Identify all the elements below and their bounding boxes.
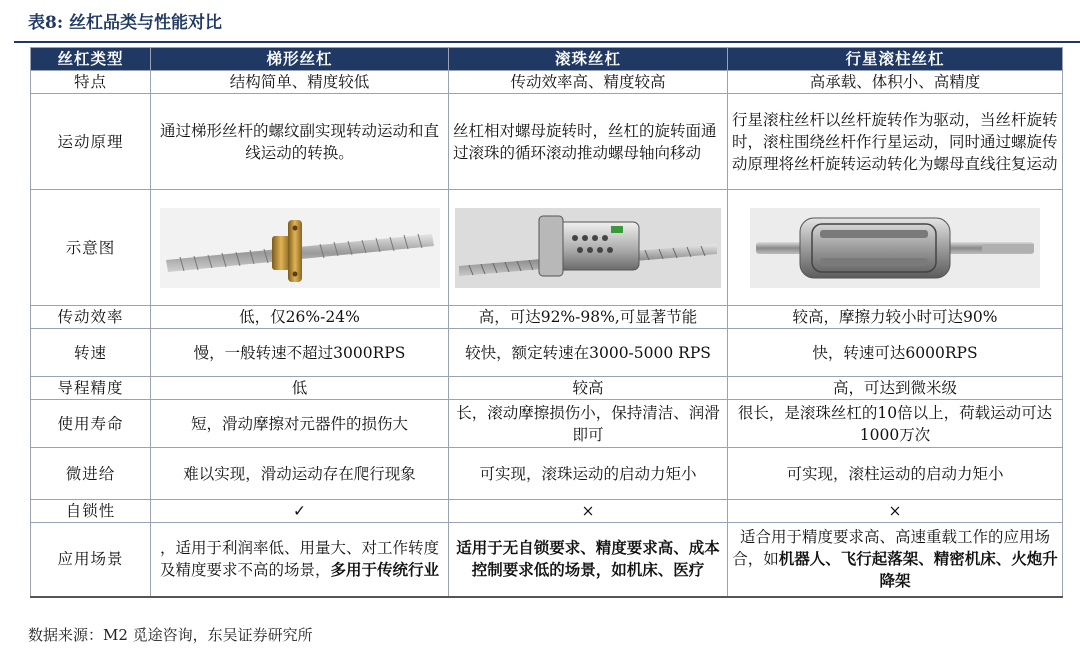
table-caption [28, 8, 222, 33]
cell-trapezoid: 低，仅26%-24% [151, 306, 449, 329]
cell-roller [728, 523, 1063, 597]
cell-roller: 快，转速可达6000RPS [728, 329, 1063, 377]
table-row [31, 329, 1063, 377]
cell-text: 适合用于精度要求高、高速重载工作的应用场合，如 [732, 528, 1050, 569]
header-row [31, 48, 1063, 71]
cell-text-bold: 多用于传统行业 [330, 560, 440, 580]
cell-trapezoid: 结构简单、精度较低 [151, 71, 449, 94]
table-row [31, 190, 1063, 306]
cell-ballscrew: 适用于无自锁要求、精度要求高、成本控制要求低的场景，如机床、医疗 [449, 523, 728, 597]
cell-trapezoid-image [151, 190, 449, 306]
cell-roller: 高承载、体积小、高精度 [728, 71, 1063, 94]
table-row [31, 94, 1063, 190]
row-label: 应用场景 [31, 523, 151, 597]
cell-text-bold: 机器人、飞行起落架、精密机床、火炮升降架 [778, 549, 1058, 591]
cell-trapezoid: 低 [151, 377, 449, 400]
caption-rule [14, 41, 1080, 43]
cell-roller: 较高，摩擦力较小时可达90% [728, 306, 1063, 329]
cell-trapezoid [151, 523, 449, 597]
comparison-table [30, 47, 1063, 598]
cell-trapezoid: 难以实现，滑动运动存在爬行现象 [151, 448, 449, 500]
cell-ballscrew: 高，可达92%-98%,可显著节能 [449, 306, 728, 329]
table-row [31, 500, 1063, 523]
cell-ballscrew: 丝杠相对螺母旋转时，丝杠的旋转面通过滚珠的循环滚动推动螺母轴向移动 [449, 94, 728, 190]
cell-roller: 可实现，滚柱运动的启动力矩小 [728, 448, 1063, 500]
ball-screw-image [455, 208, 721, 288]
cell-ballscrew-image [449, 190, 728, 306]
cell-ballscrew: 较快，额定转速在3000-5000 RPS [449, 329, 728, 377]
row-label: 使用寿命 [31, 400, 151, 448]
cell-text: ，适用于利润率低、用量大、对工作转度及精度要求不高的场景， [159, 539, 439, 580]
table-row [31, 400, 1063, 448]
caption-title: 丝杠品类与性能对比 [69, 13, 223, 33]
row-label: 转速 [31, 329, 151, 377]
row-label: 特点 [31, 71, 151, 94]
cell-roller: 行星滚柱丝杆以丝杆旋转作为驱动，当丝杆旋转时，滚柱围绕丝杆作行星运动，同时通过螺旋传动原理将丝杆旋转运动转化为螺母直线往复运动 [728, 94, 1063, 190]
cell-roller: 很长，是滚珠丝杠的10倍以上，荷载运动可达1000万次 [728, 400, 1063, 448]
table-row [31, 306, 1063, 329]
cell-roller-image [728, 190, 1063, 306]
table-row [31, 377, 1063, 400]
data-source: 数据来源：M2 觅途咨询，东吴证券研究所 [28, 626, 313, 644]
header-type: 丝杠类型 [31, 48, 151, 71]
header-ballscrew: 滚珠丝杠 [449, 48, 728, 71]
cell-trapezoid: 慢，一般转速不超过3000RPS [151, 329, 449, 377]
cell-ballscrew: 较高 [449, 377, 728, 400]
caption-label: 表8: [28, 13, 64, 33]
table-row [31, 448, 1063, 500]
row-label: 自锁性 [31, 500, 151, 523]
row-label: 微进给 [31, 448, 151, 500]
trapezoidal-screw-image [160, 208, 440, 288]
row-label: 传动效率 [31, 306, 151, 329]
roller-screw-image [750, 208, 1040, 288]
header-trapezoid: 梯形丝杠 [151, 48, 449, 71]
cell-roller: 高，可达到微米级 [728, 377, 1063, 400]
row-label: 导程精度 [31, 377, 151, 400]
cell-trapezoid: 短，滑动摩擦对元器件的损伤大 [151, 400, 449, 448]
table-row [31, 71, 1063, 94]
row-label: 示意图 [31, 190, 151, 306]
header-roller: 行星滚柱丝杠 [728, 48, 1063, 71]
table-row [31, 523, 1063, 597]
cell-ballscrew: 长，滚动摩擦损伤小，保持清洁、润滑即可 [449, 400, 728, 448]
cell-trapezoid: 通过梯形丝杆的螺纹副实现转动运动和直线运动的转换。 [151, 94, 449, 190]
cell-trapezoid: ✓ [151, 500, 449, 523]
cell-roller: × [728, 500, 1063, 523]
cell-ballscrew: 可实现，滚珠运动的启动力矩小 [449, 448, 728, 500]
cell-ballscrew: × [449, 500, 728, 523]
row-label: 运动原理 [31, 94, 151, 190]
cell-ballscrew: 传动效率高、精度较高 [449, 71, 728, 94]
